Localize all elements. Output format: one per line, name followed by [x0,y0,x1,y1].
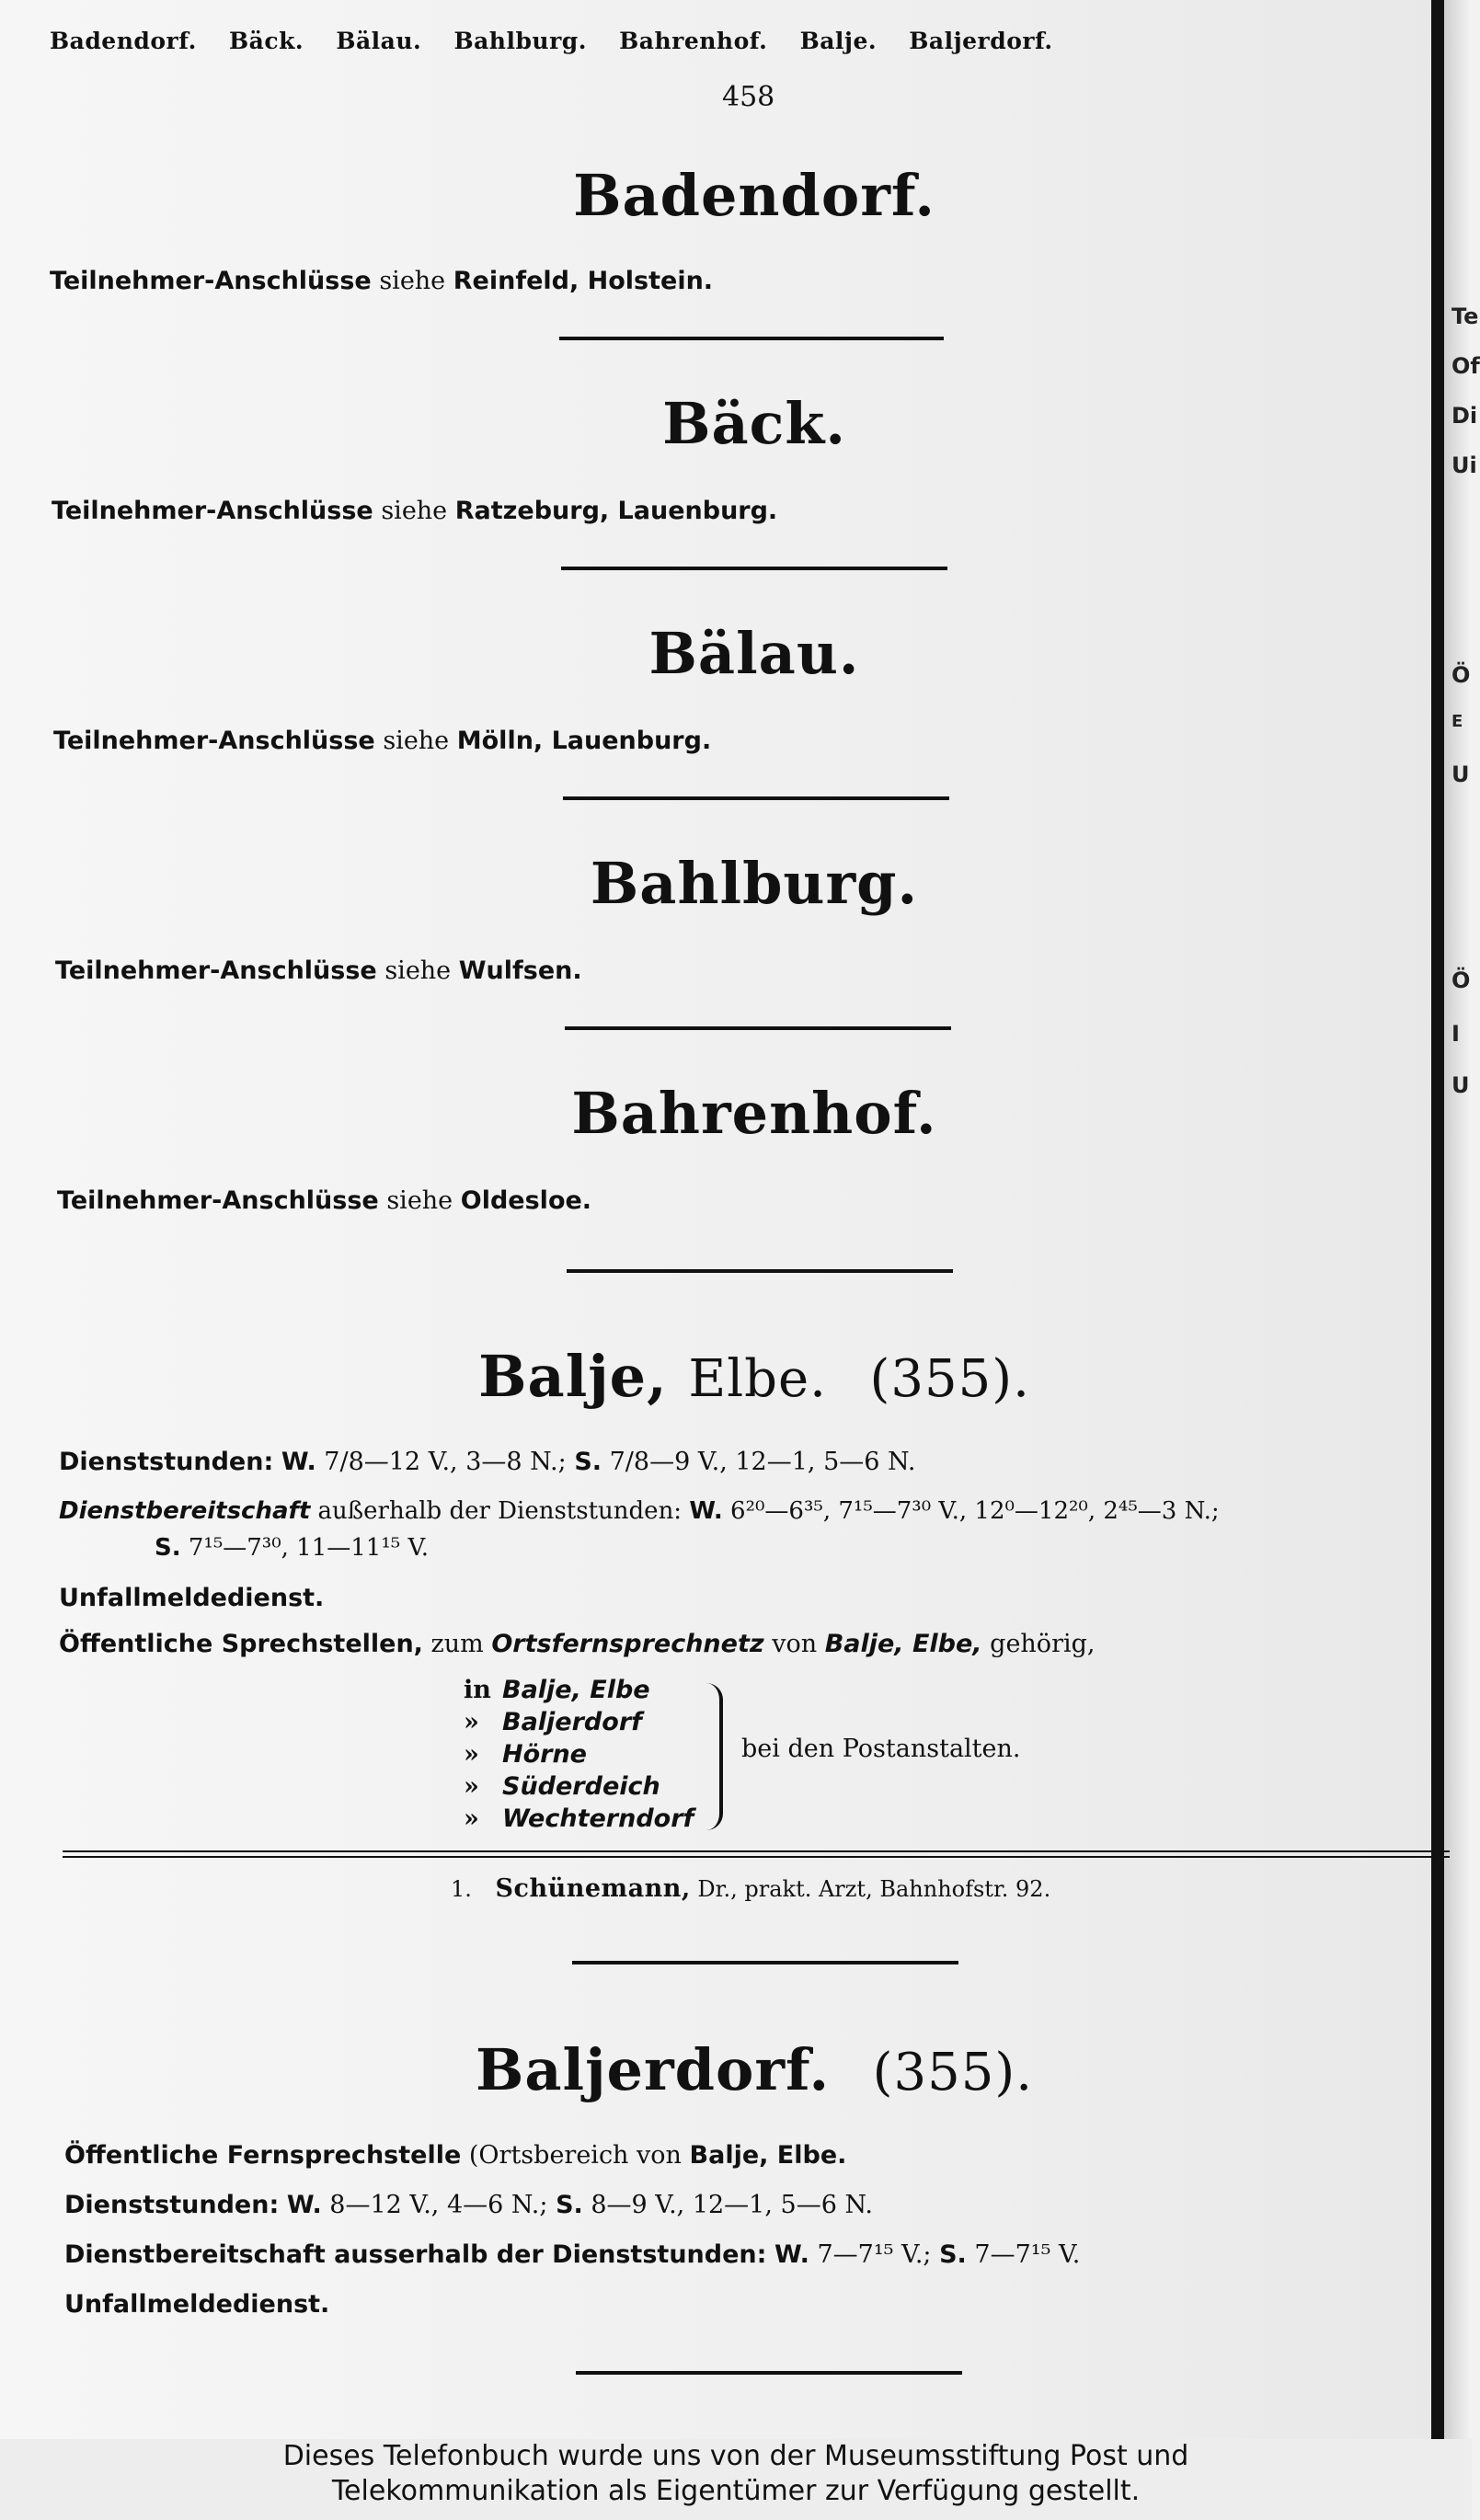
sunday-hours: 7¹⁵—7³⁰, 11—11¹⁵ V. [188,1534,429,1562]
weekday-hours: 7—7¹⁵ V.; [817,2240,932,2269]
subscriber-entry [451,1874,1050,1903]
office-marker: » [464,1708,479,1736]
balje-bereitschaft [59,1497,1220,1525]
sprechstellen-label: Öffentliche Sprechstellen, [59,1630,423,1658]
sprechstellen-von: von [772,1630,818,1658]
entry-siehe: siehe [379,267,446,295]
entry-line-bahrenhof [57,1186,591,1215]
subscriber-rule [63,1850,1450,1858]
baljerdorf-unfall: Unfallmeldedienst. [64,2290,330,2319]
entry-heading-bahrenhof: Bahrenhof. [571,1080,937,1147]
bereitschaft-label: Dienstbereitschaft ausserhalb der Dienststunden: [64,2240,767,2269]
office-row [464,1738,694,1770]
office-brace [699,1683,723,1830]
weekday-hours: 7/8—12 V., 3—8 N.; [324,1448,567,1476]
station-ort: Balje, Elbe. [689,2141,847,2170]
baljerdorf-code: (355). [872,2043,1034,2102]
office-marker: » [464,1804,479,1833]
weekday-hours: 6²⁰—6³⁵, 7¹⁵—7³⁰ V., 12⁰—12²⁰, 2⁴⁵—3 N.; [730,1497,1220,1525]
edge-fragment: Ö [1451,662,1471,688]
footer-line: Telekommunikation als Eigentümer zur Verfügung gestellt. [331,2475,1141,2507]
entry-heading-baelau: Bälau. [648,620,860,687]
balje-dienststunden [59,1448,915,1476]
section-rule [576,2371,962,2375]
sprechstellen-ort: Balje, Elbe, [824,1630,982,1658]
weekday-label: W. [281,1448,316,1476]
running-head-item: Bahlburg. [453,28,587,54]
sprechstellen-gehoerig: gehörig, [990,1630,1096,1658]
entry-reference: Mölln, Lauenburg. [456,727,712,755]
office-name: Hörne [502,1740,587,1769]
baljerdorf-station [64,2141,846,2170]
edge-fragment: U [1451,762,1470,787]
entry-reference: Reinfeld, Holstein. [453,267,714,295]
sprechstellen-zum: zum [430,1630,484,1658]
office-list [464,1674,694,1835]
entry-siehe: siehe [384,956,452,985]
station-label: Öffentliche Fernsprechstelle [64,2141,462,2170]
section-rule [565,1026,951,1030]
office-row [464,1674,694,1706]
dienststunden-label: Dienststunden: [59,1448,274,1476]
entry-heading-balje [276,1343,1233,1410]
baljerdorf-dienststunden [64,2191,873,2219]
entry-siehe: siehe [383,727,450,755]
office-name: Balje, Elbe [502,1676,650,1704]
office-row [464,1770,694,1803]
running-head-item: Baljerdorf. [909,28,1053,54]
weekday-label: W. [689,1497,723,1525]
running-head-item: Balje. [799,28,878,54]
edge-fragment: Ö [1451,968,1471,993]
sunday-hours: 8—9 V., 12—1, 5—6 N. [591,2191,873,2219]
edge-fragment: I [1451,1021,1460,1047]
balje-name: Balje, [478,1343,668,1410]
bereitschaft-text: außerhalb der Dienststunden: [317,1497,683,1525]
edge-fragment: Di [1451,403,1478,429]
running-head-item: Badendorf. [50,28,197,54]
weekday-label: W. [286,2191,322,2219]
office-marker: in [464,1676,491,1704]
dienststunden-label: Dienststunden: [64,2191,280,2219]
bereitschaft-label: Dienstbereitschaft [59,1497,311,1525]
baljerdorf-name: Baljerdorf. [475,2036,831,2103]
subscriber-number: 1. [451,1876,472,1902]
baljerdorf-bereitschaft [64,2240,1080,2269]
sunday-label: S. [939,2240,967,2269]
sunday-label: S. [574,1448,602,1476]
balje-region: Elbe. [688,1349,827,1409]
office-row [464,1803,694,1835]
office-marker: » [464,1772,479,1801]
balje-bereitschaft-sunday [155,1534,429,1562]
entry-label: Teilnehmer-Anschlüsse [52,497,373,525]
running-head-item: Bälau. [336,28,422,54]
section-rule [561,567,947,570]
sunday-label: S. [556,2191,583,2219]
balje-unfall: Unfallmeldedienst. [59,1584,325,1612]
office-name: Süderdeich [502,1772,660,1801]
balje-sprechstellen [59,1630,1095,1658]
entry-line-baelau [53,727,711,755]
entry-label: Teilnehmer-Anschlüsse [53,727,375,755]
balje-code: (355). [869,1349,1030,1409]
entry-heading-baljerdorf [276,2036,1233,2103]
entry-siehe: siehe [386,1186,453,1215]
edge-fragment: Ui [1451,452,1477,478]
archive-footer [0,2439,1472,2520]
office-note: bei den Postanstalten. [741,1735,1021,1763]
section-rule [567,1269,953,1273]
entry-heading-bahlburg: Bahlburg. [590,850,919,917]
subscriber-name: Schünemann, [495,1874,691,1903]
entry-reference: Ratzeburg, Lauenburg. [454,497,778,525]
sprechstellen-netz: Ortsfernsprechnetz [491,1630,764,1658]
office-name: Wechterndorf [502,1804,694,1833]
edge-fragment: U [1451,1072,1470,1098]
station-text: (Ortsbereich von [468,2141,682,2170]
section-rule [563,796,949,800]
entry-heading-baeck: Bäck. [662,390,846,457]
running-head [50,28,1077,54]
section-rule [572,1961,958,1964]
section-rule [559,337,944,340]
footer-line: Dieses Telefonbuch wurde uns von der Museumsstiftung Post und [282,2440,1189,2472]
entry-label: Teilnehmer-Anschlüsse [57,1186,379,1215]
sunday-hours: 7—7¹⁵ V. [974,2240,1081,2269]
sunday-label: S. [155,1534,181,1562]
entry-line-baeck [52,497,777,525]
page-number: 458 [722,81,775,113]
entry-siehe: siehe [381,497,448,525]
edge-fragment: E [1451,712,1463,731]
entry-label: Teilnehmer-Anschlüsse [55,956,377,985]
subscriber-detail: Dr., prakt. Arzt, Bahnhofstr. 92. [697,1876,1051,1902]
entry-line-badendorf [50,267,713,295]
entry-reference: Oldesloe. [460,1186,592,1215]
office-name: Baljerdorf [502,1708,642,1736]
entry-line-bahlburg [55,956,582,985]
edge-fragment: Of [1451,353,1480,379]
office-row [464,1706,694,1738]
weekday-label: W. [774,2240,809,2269]
running-head-item: Bahrenhof. [619,28,768,54]
sunday-hours: 7/8—9 V., 12—1, 5—6 N. [609,1448,916,1476]
office-marker: » [464,1740,479,1769]
page-gutter [1431,0,1444,2439]
entry-heading-badendorf: Badendorf. [573,162,935,229]
entry-label: Teilnehmer-Anschlüsse [50,267,372,295]
entry-reference: Wulfsen. [458,956,582,985]
edge-fragment: Te [1451,304,1479,329]
weekday-hours: 8—12 V., 4—6 N.; [329,2191,548,2219]
running-head-item: Bäck. [229,28,304,54]
